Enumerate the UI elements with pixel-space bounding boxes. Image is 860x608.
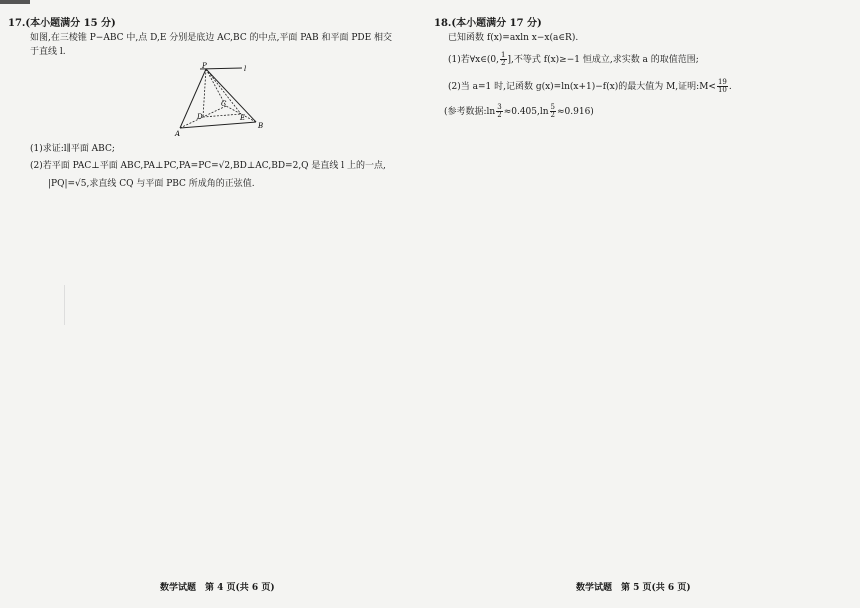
ref-fraction-2 bbox=[550, 104, 556, 119]
edge-pd bbox=[203, 69, 206, 117]
part2-fraction bbox=[717, 79, 728, 94]
ref-frac2-den: 2 bbox=[550, 111, 555, 119]
question-18-part2 bbox=[448, 79, 732, 94]
part1-frac-den: 2 bbox=[501, 59, 506, 67]
part2-frac-num: 19 bbox=[717, 78, 727, 86]
label-b: B bbox=[258, 122, 264, 130]
ref-frac1-num: 3 bbox=[497, 103, 502, 111]
edge-pb bbox=[206, 69, 256, 122]
part2-prefix: (2)当 a=1 时,记函数 g(x)=ln(x+1)−f(x)的最大值为 M,证明:M< bbox=[448, 82, 716, 92]
ref-frac2-num: 5 bbox=[550, 103, 555, 111]
question-17-stem-line2: 于直线 l. bbox=[30, 47, 66, 57]
ref-prefix: (参考数据:ln bbox=[444, 107, 496, 117]
question-17-part1: (1)求证:l∥平面 ABC; bbox=[30, 144, 115, 154]
ref-suffix: ≈0.916) bbox=[557, 107, 594, 117]
question-18-reference-data bbox=[444, 104, 594, 119]
label-d: D bbox=[197, 113, 203, 121]
question-17-part2-line1: (2)若平面 PAC⊥平面 ABC,PA⊥PC,PA=PC=√2,BD⊥AC,BD=2,Q 是直线 l 上的一点, bbox=[30, 161, 386, 171]
tetrahedron-figure bbox=[170, 62, 270, 138]
scan-artifact bbox=[64, 285, 65, 325]
question-18-part1 bbox=[448, 52, 699, 67]
question-17-part2-line2: |PQ|=√5,求直线 CQ 与平面 PBC 所成角的正弦值. bbox=[48, 179, 255, 189]
label-c: C bbox=[221, 100, 227, 108]
ref-frac1-den: 2 bbox=[497, 111, 502, 119]
part2-suffix: . bbox=[728, 82, 732, 92]
footer-page-5: 数学试题 第 5 页(共 6 页) bbox=[576, 583, 691, 593]
part1-fraction bbox=[500, 52, 506, 67]
question-17-title: 17.(本小题满分 15 分) bbox=[8, 18, 116, 29]
label-e: E bbox=[240, 114, 246, 122]
question-18-title: 18.(本小题满分 17 分) bbox=[434, 18, 542, 29]
ref-mid: ≈0.405,ln bbox=[503, 107, 549, 117]
question-17-stem-line1: 如图,在三棱锥 P−ABC 中,点 D,E 分别是底边 AC,BC 的中点,平面 PAB 和平面 PDE 相交 bbox=[30, 33, 393, 43]
right-page bbox=[430, 0, 860, 608]
label-a: A bbox=[175, 130, 181, 138]
part1-frac-num: 1 bbox=[501, 51, 506, 59]
part1-prefix: (1)若∀x∈(0, bbox=[448, 55, 500, 65]
label-p: P bbox=[202, 62, 207, 70]
scan-mark bbox=[0, 0, 30, 4]
ref-fraction-1 bbox=[496, 104, 502, 119]
part1-suffix: ],不等式 f(x)≥−1 恒成立,求实数 a 的取值范围; bbox=[507, 55, 699, 65]
question-18-stem: 已知函数 f(x)=axln x−x(a∈R). bbox=[448, 33, 579, 43]
label-l: l bbox=[244, 65, 247, 73]
part2-frac-den: 10 bbox=[717, 86, 727, 94]
footer-page-4: 数学试题 第 4 页(共 6 页) bbox=[160, 583, 275, 593]
